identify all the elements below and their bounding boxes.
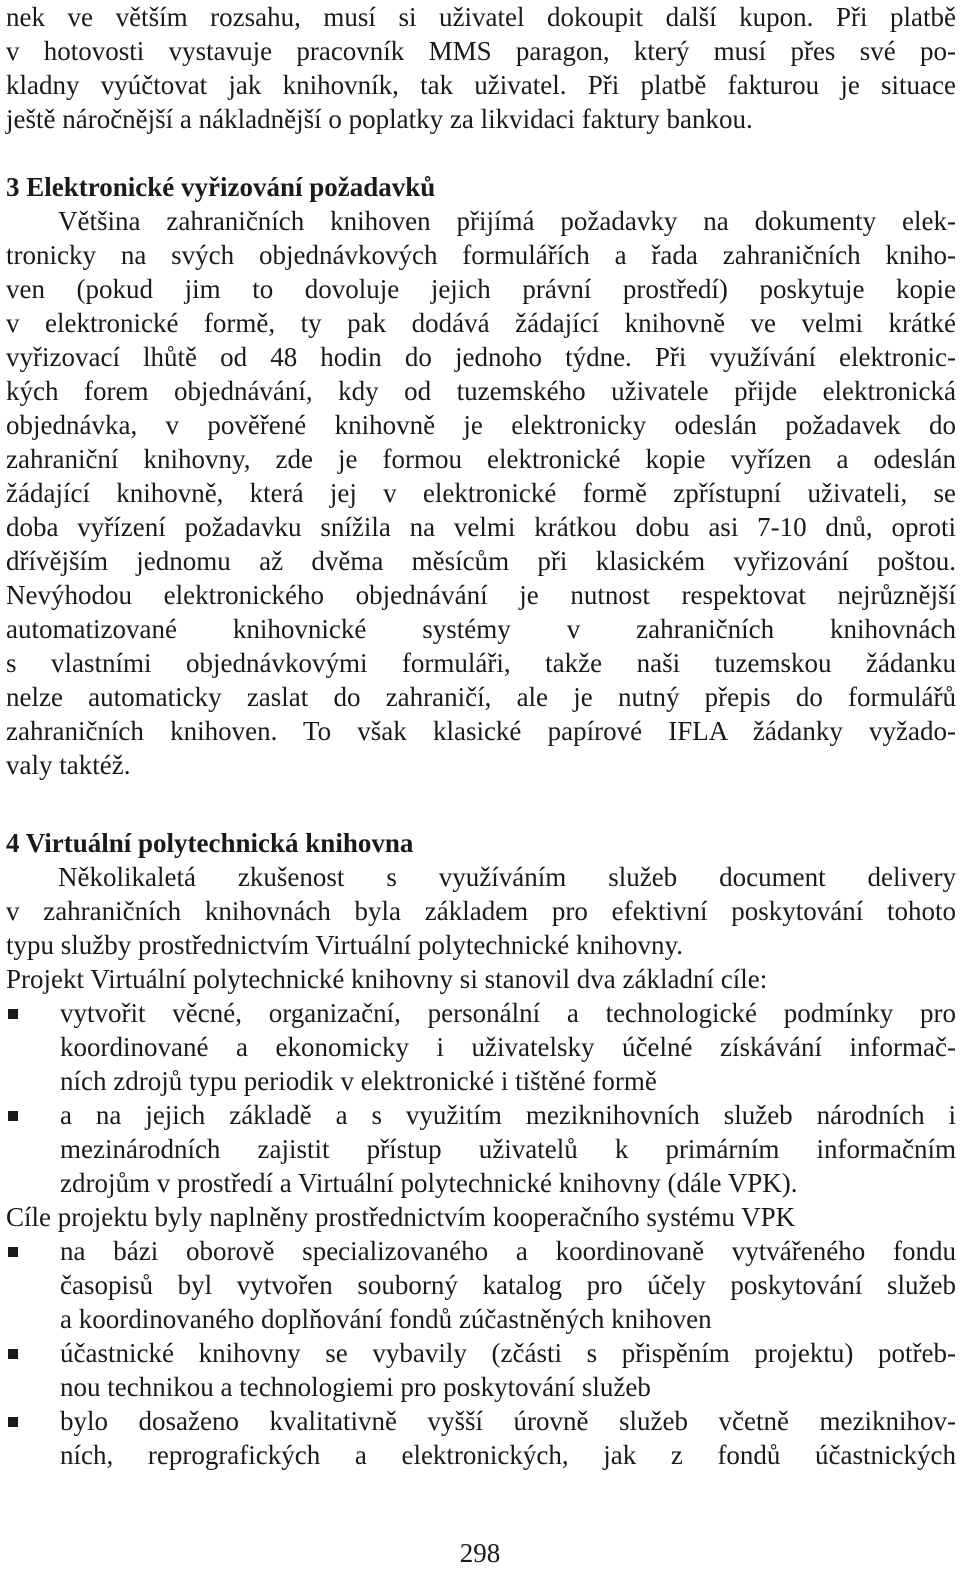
section-heading: 4 Virtuální polytechnická knihovna [6, 828, 414, 858]
paragraph-line: Většina zahraničních knihoven přijímá požadavky na dokumenty elek- [58, 206, 956, 236]
list-item-line: bylo dosaženo kvalitativně vyšší úrovně služeb včetně meziknihov- [60, 1406, 956, 1436]
paragraph-line: s vlastními objednávkovými formuláři, takže naši tuzemskou žádanku [6, 648, 956, 678]
list-item-line: koordinované a ekonomicky i uživatelsky účelné získávání informač- [60, 1032, 956, 1062]
paragraph-line: typu služby prostřednictvím Virtuální polytechnické knihovny. [6, 930, 684, 960]
paragraph-line: ven (pokud jim to dovoluje jejich právní prostředí) poskytuje kopie [6, 274, 956, 304]
list-item-line: ních zdrojů typu periodik v elektronické i tištěné formě [60, 1066, 657, 1096]
paragraph-line: Několikaletá zkušenost s využíváním služeb document delivery [58, 862, 956, 892]
list-item-line: ních, reprografických a elektronických, jak z fondů účastnických [60, 1440, 956, 1470]
paragraph-line: doba vyřízení požadavku snížila na velmi krátkou dobu asi 7-10 dnů, oproti [6, 512, 956, 542]
bullet-icon [8, 1247, 18, 1257]
bullet-icon [8, 1111, 18, 1121]
paragraph-line: kých forem objednávání, kdy od tuzemského uživatele přijde elektronická [6, 376, 956, 406]
paragraph-line: v hotovosti vystavuje pracovník MMS paragon, který musí přes své po- [6, 36, 956, 66]
paragraph-line: tronicky na svých objednávkových formulářích a řada zahraničních kniho- [6, 240, 956, 270]
paragraph-line: zahraniční knihovny, zde je formou elektronické kopie vyřízen a odeslán [6, 444, 956, 474]
list-item-line: mezinárodních zajistit přístup uživatelů k primárním informačním [60, 1134, 956, 1164]
paragraph-line: nelze automaticky zaslat do zahraničí, ale je nutný přepis do formulářů [6, 682, 956, 712]
paragraph-line: Cíle projektu byly naplněny prostřednictvím kooperačního systému VPK [6, 1202, 796, 1232]
paragraph-line: vyřizovací lhůtě od 48 hodin do jednoho týdne. Při využívání elektronic- [6, 342, 956, 372]
list-item-line: a koordinovaného doplňování fondů zúčastněných knihoven [60, 1304, 712, 1334]
paragraph-line: Nevýhodou elektronického objednávání je nutnost respektovat nejrůznější [6, 580, 956, 610]
bullet-icon [8, 1009, 18, 1019]
list-item-line: nou technikou a technologiemi pro poskytování služeb [60, 1372, 651, 1402]
paragraph-line: v zahraničních knihovnách byla základem pro efektivní poskytování tohoto [6, 896, 956, 926]
paragraph-line: valy taktéž. [6, 750, 131, 780]
paragraph-line: objednávka, v pověřené knihovně je elektronicky odeslán požadavek do [6, 410, 956, 440]
list-item-line: časopisů byl vytvořen souborný katalog pro účely poskytování služeb [60, 1270, 956, 1300]
paragraph-line: zahraničních knihoven. To však klasické papírové IFLA žádanky vyžado- [6, 716, 956, 746]
list-item-line: a na jejich základě a s využitím meziknihovních služeb národních i [60, 1100, 956, 1130]
list-item-line: zdrojům v prostředí a Virtuální polytechnické knihovny (dále VPK). [60, 1168, 798, 1198]
paragraph-line: automatizované knihovnické systémy v zahraničních knihovnách [6, 614, 956, 644]
page-number: 298 [459, 1538, 501, 1568]
list-item-line: účastnické knihovny se vybavily (zčásti s přispěním projektu) potřeb- [60, 1338, 956, 1368]
list-item-line: na bázi oborově specializovaného a koordinovaně vytvářeného fondu [60, 1236, 956, 1266]
paragraph-line: kladny vyúčtovat jak knihovník, tak uživatel. Při platbě fakturou je situace [6, 70, 956, 100]
paragraph-line: v elektronické formě, ty pak dodává žádající knihovně ve velmi krátké [6, 308, 956, 338]
list-item-line: vytvořit věcné, organizační, personální a technologické podmínky pro [60, 998, 956, 1028]
section-heading: 3 Elektronické vyřizování požadavků [6, 172, 436, 202]
paragraph-line: ještě náročnější a nákladnější o poplatky za likvidaci faktury bankou. [6, 104, 753, 134]
paragraph-line: dřívějším jednomu až dvěma měsícům při klasickém vyřizování poštou. [6, 546, 956, 576]
bullet-icon [8, 1417, 18, 1427]
paragraph-line: Projekt Virtuální polytechnické knihovny si stanovil dva základní cíle: [6, 964, 768, 994]
paragraph-line: nek ve větším rozsahu, musí si uživatel dokoupit další kupon. Při platbě [6, 2, 956, 32]
paragraph-line: žádající knihovně, která jej v elektronické formě zpřístupní uživateli, se [6, 478, 956, 508]
bullet-icon [8, 1349, 18, 1359]
